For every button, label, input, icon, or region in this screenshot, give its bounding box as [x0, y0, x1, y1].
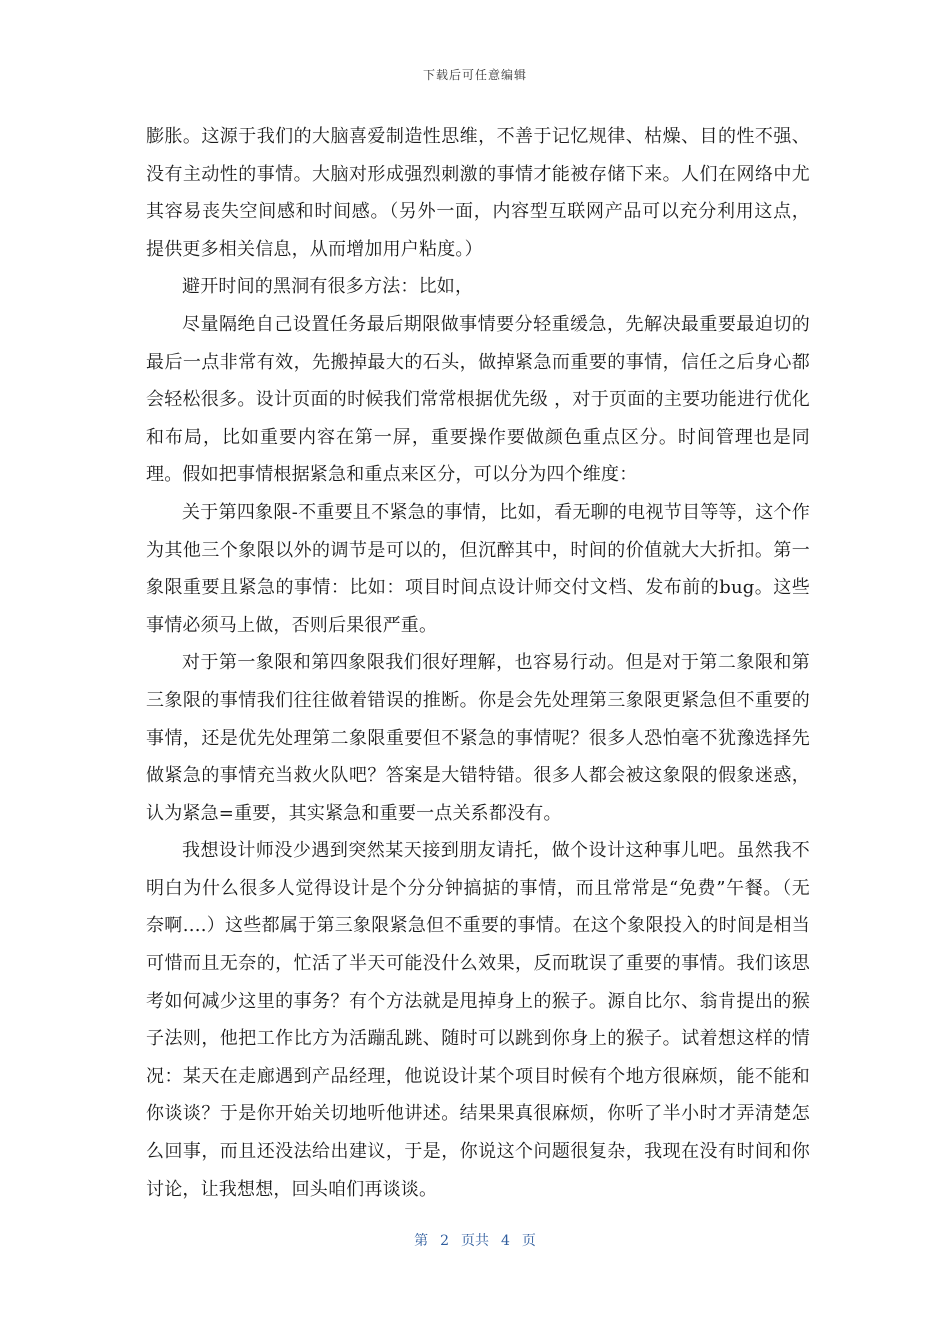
- page-prefix: 第: [414, 1233, 429, 1249]
- paragraph-4: 关于第四象限-不重要且不紧急的事情，比如，看无聊的电视节目等等，这个作为其他三个象限以外的调节是可以的，但沉醉其中，时间的价值就大大折扣。第一象限重要且紧急的事情：比如：项目时间点设计师交付文档、发布前的bug。这些事情必须马上做，否则后果很严重。: [146, 501, 810, 636]
- paragraph-6: 我想设计师没少遇到突然某天接到朋友请托，做个设计这种事儿吧。虽然我不明白为什么很多人觉得设计是个分分钟搞掂的事情，而且常常是“免费”午餐。（无奈啊….）这些都属于第三象限紧急但不重要的事情。在这个象限投入的时间是相当可惜而且无奈的，忙活了半天可能没什么效果，反而耽误了重要的事情。我们该思考如何减少这里的事务？有个方法就是甩掉身上的猴子。源自比尔、翁肯提出的猴子法则，他把工作比方为活蹦乱跳、随时可以跳到你身上的猴子。试着想这样的情况：某天在走廊遇到产品经理，他说设计某个项目时候有个地方很麻烦，能不能和你谈谈？于是你开始关切地听他讲述。结果果真很麻烦，你听了半小时才弄清楚怎么回事，而且还没法给出建议，于是，你说这个问题很复杂，我现在没有时间和你讨论，让我想想，回头咱们再谈谈。: [146, 840, 810, 1200]
- paragraph-2: 避开时间的黑洞有很多方法：比如，: [182, 276, 474, 298]
- current-page-number: 2: [440, 1233, 449, 1249]
- page-footer: [0, 1230, 950, 1250]
- page-suffix: 页: [521, 1233, 536, 1249]
- paragraph-5: 对于第一象限和第四象限我们很好理解，也容易行动。但是对于第二象限和第三象限的事情我们往往做着错误的推断。你是会先处理第三象限更紧急但不重要的事情，还是优先处理第二象限重要但不紧急的事情呢？很多人恐怕毫不犹豫选择先做紧急的事情充当救火队吧？答案是大错特错。很多人都会被这象限的假象迷惑，认为紧急=重要，其实紧急和重要一点关系都没有。: [146, 652, 810, 824]
- page-middle: 页共: [461, 1233, 489, 1249]
- document-body: [146, 118, 810, 1208]
- paragraph-3: 尽量隔绝自己设置任务最后期限做事情要分轻重缓急，先解决最重要最迫切的最后一点非常有效，先搬掉最大的石头，做掉紧急而重要的事情，信任之后身心都会轻松很多。设计页面的时候我们常常根据优先级 ，对于页面的主要功能进行优化和布局，比如重要内容在第一屏，重要操作要做颜色重点区分。时间管理也是同理。假如把事情根据紧急和重点来区分，可以分为四个维度：: [146, 313, 810, 486]
- total-pages-number: 4: [501, 1233, 510, 1249]
- page-header: 下载后可任意编辑: [422, 68, 527, 82]
- paragraph-1: 膨胀。这源于我们的大脑喜爱制造性思维，不善于记忆规律、枯燥、目的性不强、没有主动性的事情。大脑对形成强烈刺激的事情才能被存储下来。人们在网络中尤其容易丧失空间感和时间感。（另外一面，内容型互联网产品可以充分利用这点，提供更多相关信息，从而增加用户粘度。）: [146, 126, 810, 260]
